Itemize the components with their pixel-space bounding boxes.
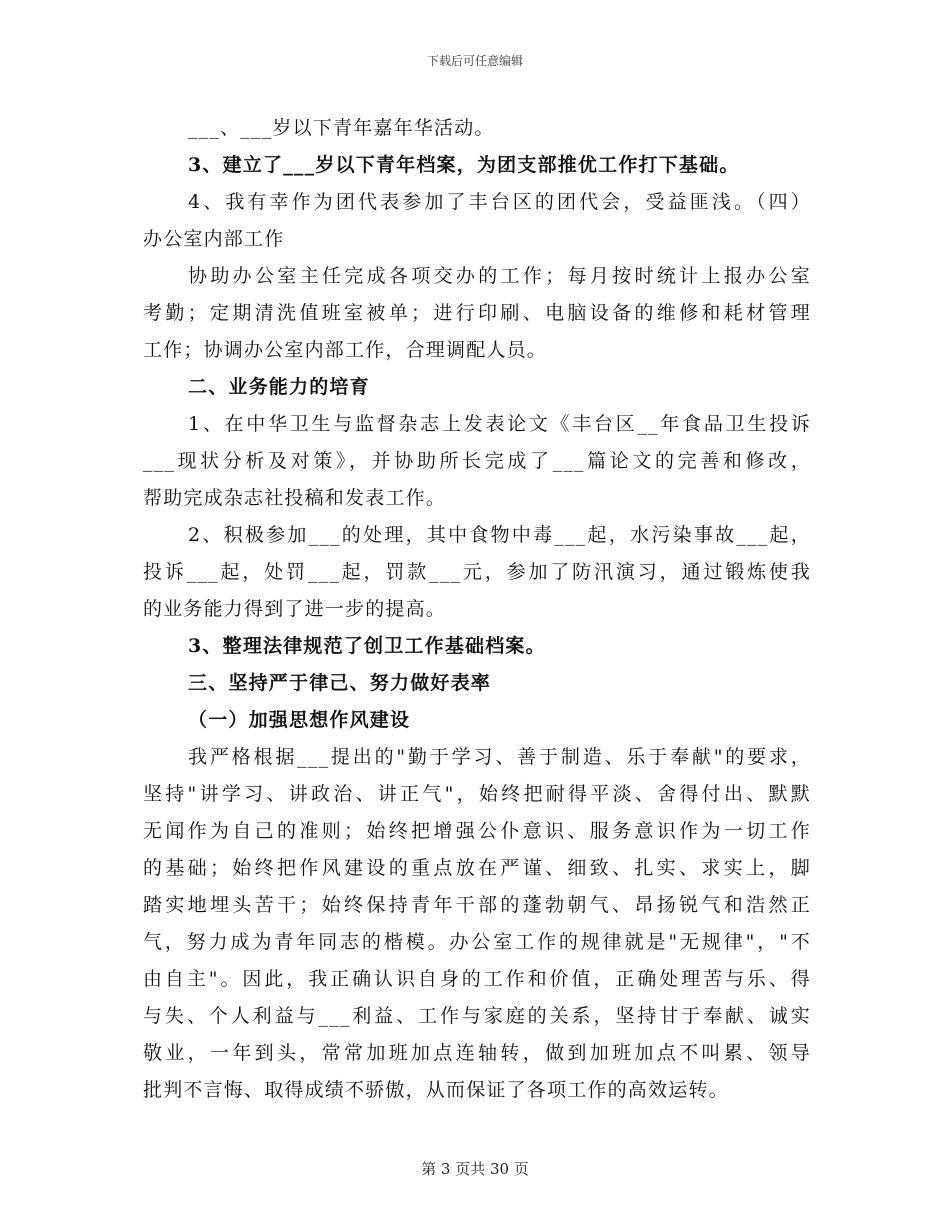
text-line: 由自主"。因此，我正确认识自身的工作和价值，正确处理苦与乐、得	[143, 968, 811, 990]
section-heading: 二、业务能力的培育	[188, 376, 370, 398]
page-footer: 第 3 页共 30 页	[421, 1160, 529, 1178]
section-heading: 三、坚持严于律己、努力做好表率	[188, 672, 492, 694]
text-line: 帮助完成杂志社投稿和发表工作。	[143, 487, 447, 509]
text-line: 我严格根据___提出的"勤于学习、善于制造、乐于奉献"的要求，	[188, 746, 811, 768]
text-line: 投诉___起，处罚___起，罚款___元，参加了防汛演习，通过锻炼使我	[143, 561, 811, 583]
text-line: 批判不言悔、取得成绩不骄傲，从而保证了各项工作的高效运转。	[143, 1079, 729, 1101]
bold-text-line: 3、建立了___岁以下青年档案，为团支部推优工作打下基础。	[188, 154, 740, 176]
text-line: 气，努力成为青年同志的楷模。办公室工作的规律就是"无规律"，"不	[143, 931, 811, 953]
text-line: 坚持"讲学习、讲政治、讲正气"，始终把耐得平淡、舍得付出、默默	[143, 783, 811, 805]
text-line: 敬业，一年到头，常常加班加点连轴转，做到加班加点不叫累、领导	[143, 1042, 811, 1064]
text-line: ___现状分析及对策》，并协助所长完成了___篇论文的完善和修改，	[143, 450, 811, 472]
page-header: 下载后可任意编辑	[426, 54, 523, 68]
text-line: 踏实地埋头苦干；始终保持青年干部的蓬勃朝气、昂扬锐气和浩然正	[143, 894, 811, 916]
bold-text-line: 3、整理法律规范了创卫工作基础档案。	[188, 635, 546, 657]
subsection-heading: （一）加强思想作风建设	[188, 709, 411, 731]
document-body	[143, 110, 811, 1109]
text-line: 与失、个人利益与___利益、工作与家庭的关系，坚持甘于奉献、诚实	[143, 1005, 811, 1027]
text-line: 4、我有幸作为团代表参加了丰台区的团代会，受益匪浅。（四）	[188, 191, 811, 213]
text-line: 办公室内部工作	[143, 228, 285, 250]
text-line: 的基础；始终把作风建设的重点放在严谨、细致、扎实、求实上，脚	[143, 857, 811, 879]
text-line: 工作；协调办公室内部工作，合理调配人员。	[143, 339, 548, 361]
text-line: 协助办公室主任完成各项交办的工作；每月按时统计上报办公室	[188, 265, 811, 287]
text-line: 无闻作为自己的准则；始终把增强公仆意识、服务意识作为一切工作	[143, 820, 811, 842]
text-line: 1、在中华卫生与监督杂志上发表论文《丰台区__年食品卫生投诉	[188, 413, 811, 435]
text-line: ___、___岁以下青年嘉年华活动。	[188, 117, 495, 139]
text-line: 2、积极参加___的处理，其中食物中毒___起，水污染事故___起，	[188, 524, 811, 546]
text-line: 考勤；定期清洗值班室被单；进行印刷、电脑设备的维修和耗材管理	[143, 302, 811, 324]
text-line: 的业务能力得到了进一步的提高。	[143, 598, 447, 620]
